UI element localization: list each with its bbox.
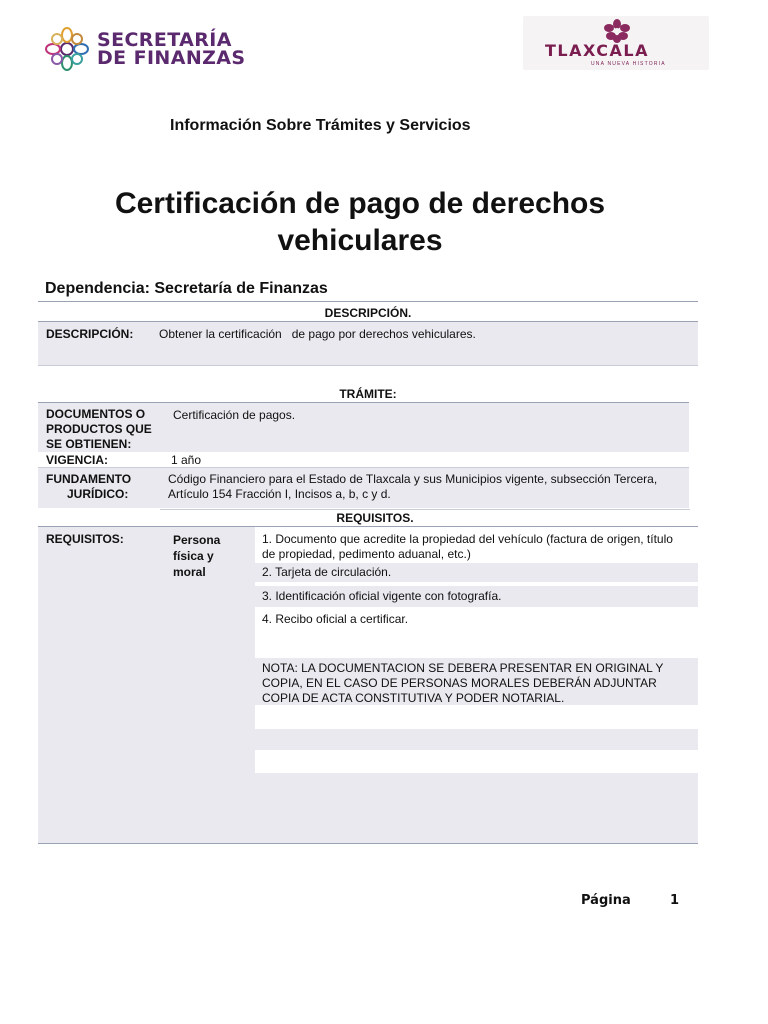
- page-label: Página: [581, 893, 631, 908]
- divider: [38, 843, 698, 844]
- docs-label-line: SE OBTIENEN:: [46, 437, 132, 451]
- nota-line: COPIA DE ACTA CONSTITUTIVA Y PODER NOTARIAL.: [262, 691, 565, 705]
- tlaxcala-tagline: UNA NUEVA HISTORIA: [591, 61, 666, 67]
- docs-label: [46, 407, 152, 452]
- title-line-2: vehiculares: [277, 224, 443, 257]
- nota-line: NOTA: LA DOCUMENTACION SE DEBERA PRESENTAR EN ORIGINAL Y: [262, 661, 664, 675]
- page-title: [60, 185, 660, 259]
- tlaxcala-logo: [523, 16, 709, 70]
- fundamento-value-line: Artículo 154 Fracción I, Incisos a, b, c y d.: [168, 487, 391, 501]
- divider: [38, 301, 698, 302]
- requisito-item: 2. Tarjeta de circulación.: [262, 565, 392, 579]
- requisitos-bottom-block: [255, 773, 698, 843]
- title-line-1: Certificación de pago de derechos: [114, 187, 606, 220]
- persona-type: [173, 532, 220, 580]
- fundamento-label: [46, 472, 146, 502]
- empty-row-shade: [255, 729, 698, 750]
- descripcion-value: Obtener la certificación de pago por derechos vehiculares.: [159, 327, 476, 341]
- requisito-item: 4. Recibo oficial a certificar.: [262, 612, 409, 626]
- tramite-heading: TRÁMITE:: [339, 387, 397, 401]
- page-number: 1: [670, 893, 680, 908]
- docs-value: Certificación de pagos.: [173, 408, 296, 422]
- page-subtitle: Información Sobre Trámites y Servicios: [170, 117, 471, 134]
- secretaria-logo: [45, 27, 255, 73]
- logo-line-1: SECRETARÍA: [97, 29, 232, 51]
- flower-emblem-icon: [45, 27, 89, 71]
- tlaxcala-wordmark: TLAXCALA: [545, 41, 649, 60]
- nota: [262, 661, 663, 706]
- requisito-line: 1. Documento que acredite la propiedad del vehículo (factura de origen, título: [262, 532, 673, 546]
- docs-label-line: DOCUMENTOS O: [46, 407, 146, 421]
- vigencia-label: VIGENCIA:: [46, 453, 109, 467]
- persona-line: moral: [173, 565, 206, 579]
- fundamento-label-line: JURÍDICO:: [67, 487, 129, 501]
- fundamento-value: [168, 472, 657, 502]
- fundamento-value-line: Código Financiero para el Estado de Tlaxcala y sus Municipios vigente, subsección Tercera,: [168, 472, 658, 486]
- persona-line: física y: [173, 549, 214, 563]
- docs-label-line: PRODUCTOS QUE: [46, 422, 152, 436]
- nota-line: COPIA, EN EL CASO DE PERSONAS MORALES DEBERÁN ADJUNTAR: [262, 676, 657, 690]
- requisito-item: 3. Identificación oficial vigente con fotografía.: [262, 589, 502, 603]
- fundamento-label-line: FUNDAMENTO: [46, 472, 132, 486]
- requisitos-label: REQUISITOS:: [46, 532, 124, 546]
- persona-line: Persona: [173, 533, 221, 547]
- divider: [160, 509, 690, 510]
- descripcion-label: DESCRIPCIÓN:: [46, 327, 134, 341]
- vigencia-value: 1 año: [171, 453, 202, 467]
- requisitos-left-block: [38, 527, 255, 843]
- descripcion-heading: DESCRIPCIÓN.: [324, 306, 412, 320]
- divider: [38, 365, 698, 366]
- requisito-item: [262, 532, 673, 562]
- requisito-line: de propiedad, pedimento aduanal, etc.): [262, 547, 471, 561]
- dependencia: Dependencia: Secretaría de Finanzas: [45, 280, 328, 297]
- requisitos-heading: REQUISITOS.: [336, 511, 414, 525]
- logo-line-2: DE FINANZAS: [97, 47, 246, 69]
